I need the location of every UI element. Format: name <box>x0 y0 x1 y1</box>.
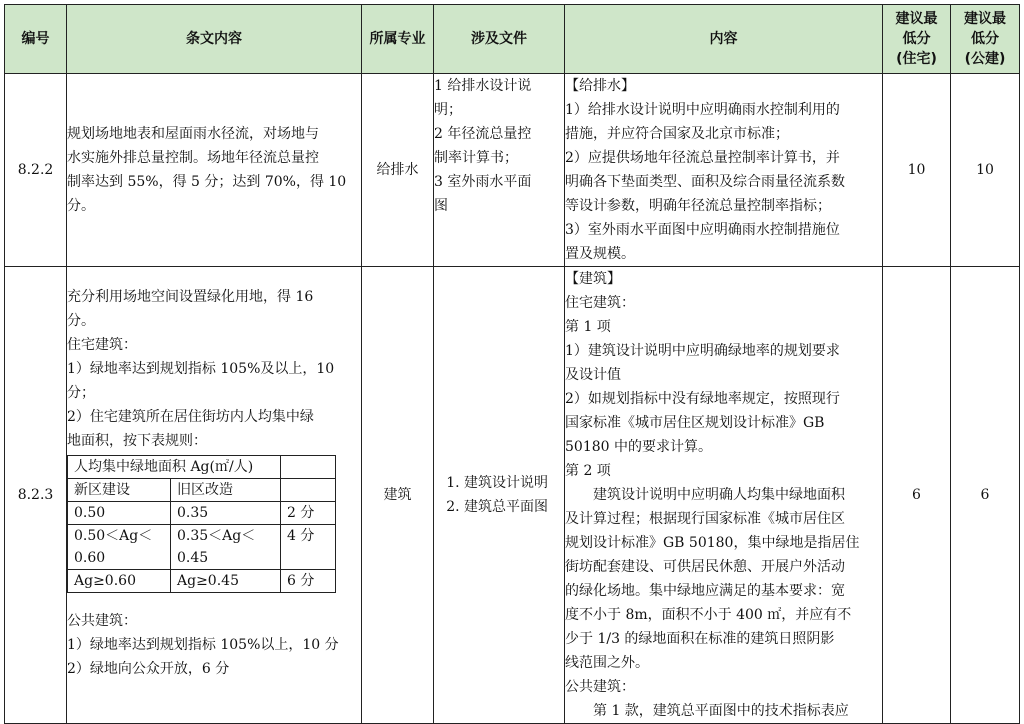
clause-id: 8.2.2 <box>5 74 67 267</box>
content-text: 【给排水】 1）给排水设计说明中应明确雨水控制利用的 措施，并应符合国家及北京市标准； 2）应提供场地年径流总量控制率计算书，并 明确各下垫面类型、面积及综合雨量径流系数 等设计参数，明确年径流总量控制率指标； 3）室外雨水平面图中应明确雨水控制措施位 置及规模。 <box>565 74 883 267</box>
clause-id: 8.2.3 <box>5 267 67 724</box>
header-row <box>5 5 1020 74</box>
header-score-public: 建议最 低分 (公建) <box>951 5 1020 74</box>
major: 建筑 <box>362 267 434 724</box>
header-id: 编号 <box>5 5 67 74</box>
related-docs <box>434 267 565 724</box>
table-row <box>5 74 1020 267</box>
major: 给排水 <box>362 74 434 267</box>
table-row <box>5 267 1020 724</box>
subtable-row: 0.50＜Ag＜ 0.60 0.35＜Ag＜ 0.45 4 分 <box>68 525 336 570</box>
header-content: 内容 <box>565 5 883 74</box>
subtable-row: 0.50 0.35 2 分 <box>68 502 336 525</box>
doc-item: 1. 建筑设计说明 <box>464 471 560 495</box>
subtable-row: Ag≥0.60 Ag≥0.45 6 分 <box>68 570 336 593</box>
related-docs: 1 给排水设计说 明； 2 年径流总量控 制率计算书； 3 室外雨水平面 图 <box>434 74 565 267</box>
subtable-col-old: 旧区改造 <box>171 479 281 502</box>
clause-text: 充分利用场地空间设置绿化用地，得 16 分。 住宅建筑： 1）绿地率达到规划指标 105%及以上，10 分； 2）住宅建筑所在居住街坊内人均集中绿 地面积，按下表规则： 人均集中绿地面积 Ag(㎡/人) 新区建设 旧区改造 0.50 0.35 2 分 0.50＜Ag＜ 0.60 0.35＜Ag＜ 0.45 4 分 Ag≥0.60 Ag≥0.45 6 分 公共建筑： 1）绿地率达到规划指标 105%以上，10 分 2）绿地向公众开放，6 分 <box>67 267 362 724</box>
header-docs: 涉及文件 <box>434 5 565 74</box>
subtable-col-new: 新区建设 <box>68 479 171 502</box>
clause-text: 规划场地地表和屋面雨水径流，对场地与 水实施外排总量控制。场地年径流总量控 制率达到 55%，得 5 分；达到 70%，得 10 分。 <box>67 74 362 267</box>
standards-table <box>4 4 1020 724</box>
header-score-residential: 建议最 低分 (住宅) <box>883 5 951 74</box>
content-text: 【建筑】 住宅建筑： 第 1 项 1）建筑设计说明中应明确绿地率的规划要求 及设计值 2）如规划指标中没有绿地率规定，按照现行 国家标准《城市居住区规划设计标准》GB 50180 中的要求计算。 第 2 项 建筑设计说明中应明确人均集中绿地面积 及计算过程；根据现行国家标准《城市居住区 规划设计标准》GB 50180，集中绿地是指居住 街坊配套建设、可供居民休憩、开展户外活动 的绿化场地。集中绿地应满足的基本要求：宽 度不小于 8m，面积不小于 400 ㎡，并应有不 少于 1/3 的绿地面积在标准的建筑日照阴影 线范围之外。 公共建筑： 第 1 款，建筑总平面图中的技术指标表应 <box>565 267 883 724</box>
green-area-subtable <box>67 455 336 593</box>
score-public: 10 <box>951 74 1020 267</box>
header-major: 所属专业 <box>362 5 434 74</box>
subtable-title: 人均集中绿地面积 Ag(㎡/人) <box>68 456 281 479</box>
score-residential: 6 <box>883 267 951 724</box>
score-residential: 10 <box>883 74 951 267</box>
header-clause: 条文内容 <box>67 5 362 74</box>
score-public: 6 <box>951 267 1020 724</box>
doc-item: 2. 建筑总平面图 <box>464 495 560 519</box>
